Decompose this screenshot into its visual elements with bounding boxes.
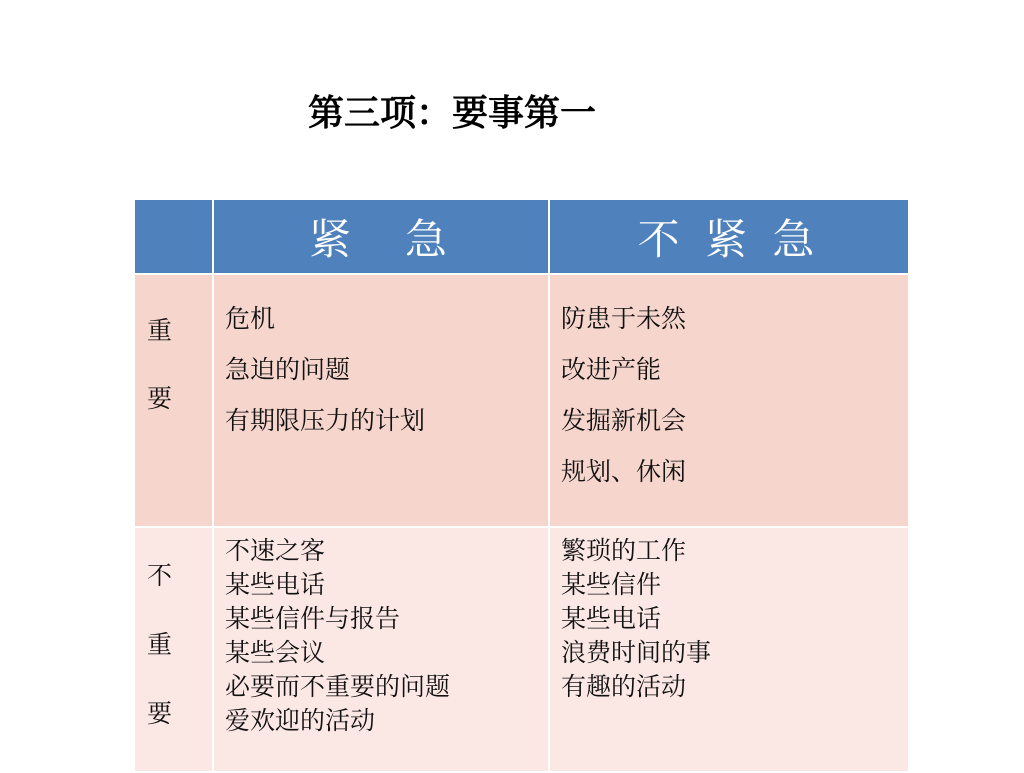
cell-not-important-urgent	[213, 527, 549, 772]
matrix-row-not-important	[134, 527, 909, 772]
matrix-row-important	[134, 274, 909, 527]
list-item: 某些电话	[561, 604, 662, 633]
header-urgent: 紧 急	[213, 199, 549, 274]
row-label-char: 要	[147, 699, 173, 728]
cell-important-not-urgent	[549, 274, 909, 527]
row-label-char: 重	[147, 316, 173, 345]
list-item: 有期限压力的计划	[225, 406, 426, 435]
matrix-corner-cell	[134, 199, 213, 274]
list-item: 防患于未然	[561, 304, 687, 333]
list-item: 危机	[225, 304, 276, 333]
matrix-header-row	[134, 199, 909, 274]
cell-important-urgent	[213, 274, 549, 527]
list-item: 不速之客	[225, 536, 326, 565]
list-item: 繁琐的工作	[561, 536, 687, 565]
list-item: 急迫的问题	[225, 355, 351, 384]
list-item: 浪费时间的事	[561, 638, 712, 667]
priority-matrix-table	[133, 198, 910, 773]
cell-not-important-not-urgent	[549, 527, 909, 772]
list-item: 某些会议	[225, 638, 326, 667]
slide-title: 第三项：要事第一	[308, 93, 597, 134]
row-label-char: 不	[147, 561, 173, 590]
row-label-char: 重	[147, 630, 173, 659]
row-label-not-important	[134, 527, 213, 772]
list-item: 某些信件	[561, 570, 662, 599]
list-item: 必要而不重要的问题	[225, 672, 451, 701]
row-label-char: 要	[147, 384, 173, 413]
list-item: 爱欢迎的活动	[225, 706, 376, 735]
list-item: 某些信件与报告	[225, 604, 401, 633]
row-label-important	[134, 274, 213, 527]
list-item: 发掘新机会	[561, 406, 687, 435]
list-item: 某些电话	[225, 570, 326, 599]
header-not-urgent: 不 紧 急	[549, 199, 909, 274]
list-item: 规划、休闲	[561, 457, 687, 486]
list-item: 改进产能	[561, 355, 662, 384]
list-item: 有趣的活动	[561, 672, 687, 701]
